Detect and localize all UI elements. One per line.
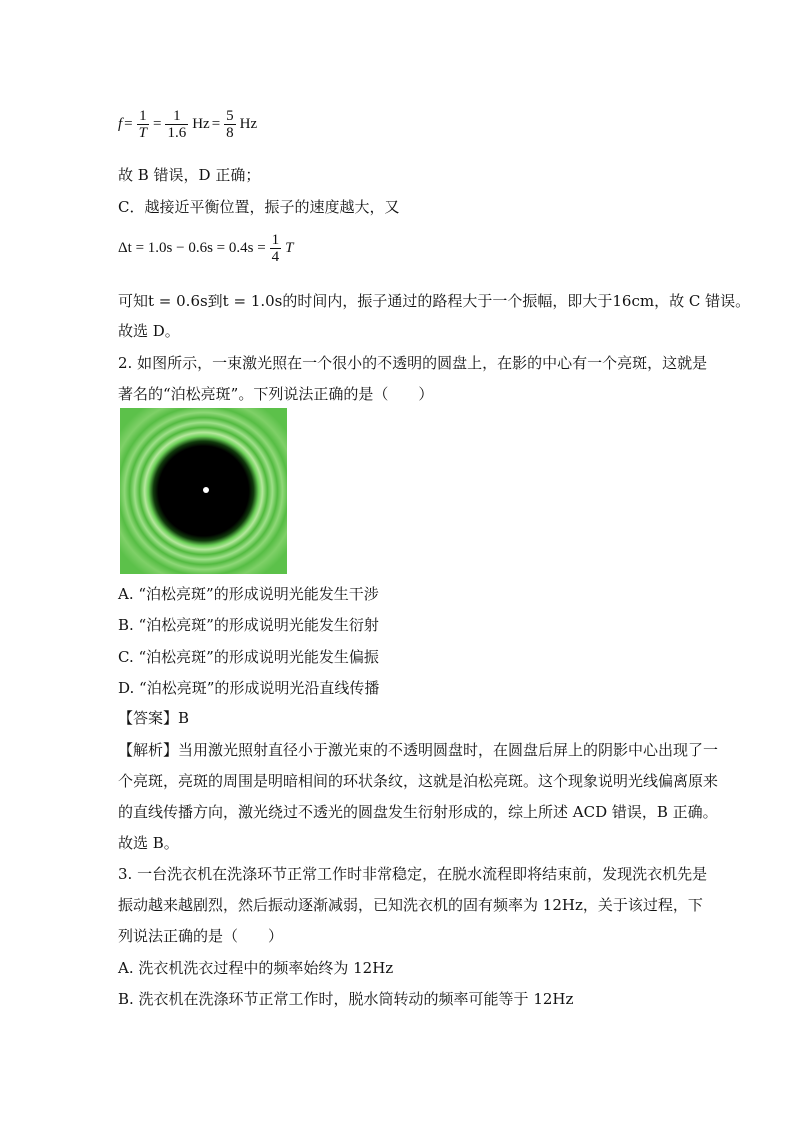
equals-sign: = — [211, 116, 221, 132]
question-3-stem: 3. 一台洗衣机在洗涤环节正常工作时非常稳定，在脱水流程即将结束前，发现洗衣机先是 — [118, 865, 708, 883]
explanation-line: 【解析】当用激光照射直径小于激光束的不透明圆盘时，在圆盘后屏上的阴影中心出现了一 — [118, 741, 719, 759]
fraction-1-over-4 — [270, 232, 282, 265]
fraction-denominator: 1.6 — [167, 125, 187, 141]
question-2-stem: 著名的“泊松亮斑”。下列说法正确的是（ ） — [118, 385, 434, 403]
fraction-1-over-T — [137, 108, 149, 141]
fraction-numerator: 1 — [139, 108, 147, 124]
time-interval-formula — [118, 232, 294, 265]
text-line: 可知t = 0.6s到t = 1.0s的时间内，振子通过的路程大于一个振幅，即大于16cm，故 C 错误。 — [118, 292, 751, 310]
equals-sign: = — [124, 116, 133, 132]
formula-symbol-f: f — [118, 116, 123, 132]
fraction-denominator: 8 — [226, 125, 234, 141]
option-a: A. “泊松亮斑”的形成说明光能发生干涉 — [118, 585, 379, 603]
fraction-1-over-1-6 — [165, 108, 188, 141]
question-3-stem: 振动越来越剧烈，然后振动逐渐减弱，已知洗衣机的固有频率为 12Hz，关于该过程，下 — [118, 896, 703, 914]
delta-t-expression: Δt = 1.0s − 0.6s = 0.4s = — [118, 240, 266, 256]
unit-hz: Hz — [239, 116, 258, 132]
option-c: C. “泊松亮斑”的形成说明光能发生偏振 — [118, 648, 379, 666]
fraction-5-over-8 — [224, 108, 236, 141]
fraction-numerator: 5 — [226, 108, 234, 124]
fraction-numerator: 1 — [271, 232, 280, 248]
text-line: 故 B 错误，D 正确； — [118, 166, 261, 184]
fraction-numerator: 1 — [173, 108, 181, 124]
option-b: B. “泊松亮斑”的形成说明光能发生衍射 — [118, 616, 379, 634]
question-3-option-b: B. 洗衣机在洗涤环节正常工作时，脱水筒转动的频率可能等于 12Hz — [118, 990, 574, 1008]
question-2-stem: 2. 如图所示，一束激光照在一个很小的不透明的圆盘上，在影的中心有一个亮斑，这就是 — [118, 354, 708, 372]
question-3-option-a: A. 洗衣机洗衣过程中的频率始终为 12Hz — [118, 959, 394, 977]
explanation-line: 个亮斑，亮斑的周围是明暗相间的环状条纹，这就是泊松亮斑。这个现象说明光线偏离原来 — [118, 772, 719, 790]
option-d: D. “泊松亮斑”的形成说明光沿直线传播 — [118, 679, 380, 697]
period-symbol: T — [285, 240, 294, 256]
explanation-line: 故选 B。 — [118, 834, 179, 852]
bright-center-spot — [203, 487, 209, 493]
answer-line: 【答案】B — [118, 709, 190, 727]
equals-sign: = — [152, 116, 162, 132]
explanation-line: 的直线传播方向，激光绕过不透光的圆盘发生衍射形成的，综上所述 ACD 错误，B 正确。 — [118, 803, 718, 821]
text-line: C．越接近平衡位置，振子的速度越大，又 — [118, 198, 400, 216]
unit-hz: Hz — [192, 116, 210, 132]
text-line: 故选 D。 — [118, 322, 180, 340]
poisson-spot-image — [120, 408, 287, 574]
frequency-formula — [118, 108, 257, 141]
fraction-denominator: T — [138, 125, 147, 141]
question-3-stem: 列说法正确的是（ ） — [118, 927, 284, 945]
fraction-denominator: 4 — [271, 249, 280, 265]
